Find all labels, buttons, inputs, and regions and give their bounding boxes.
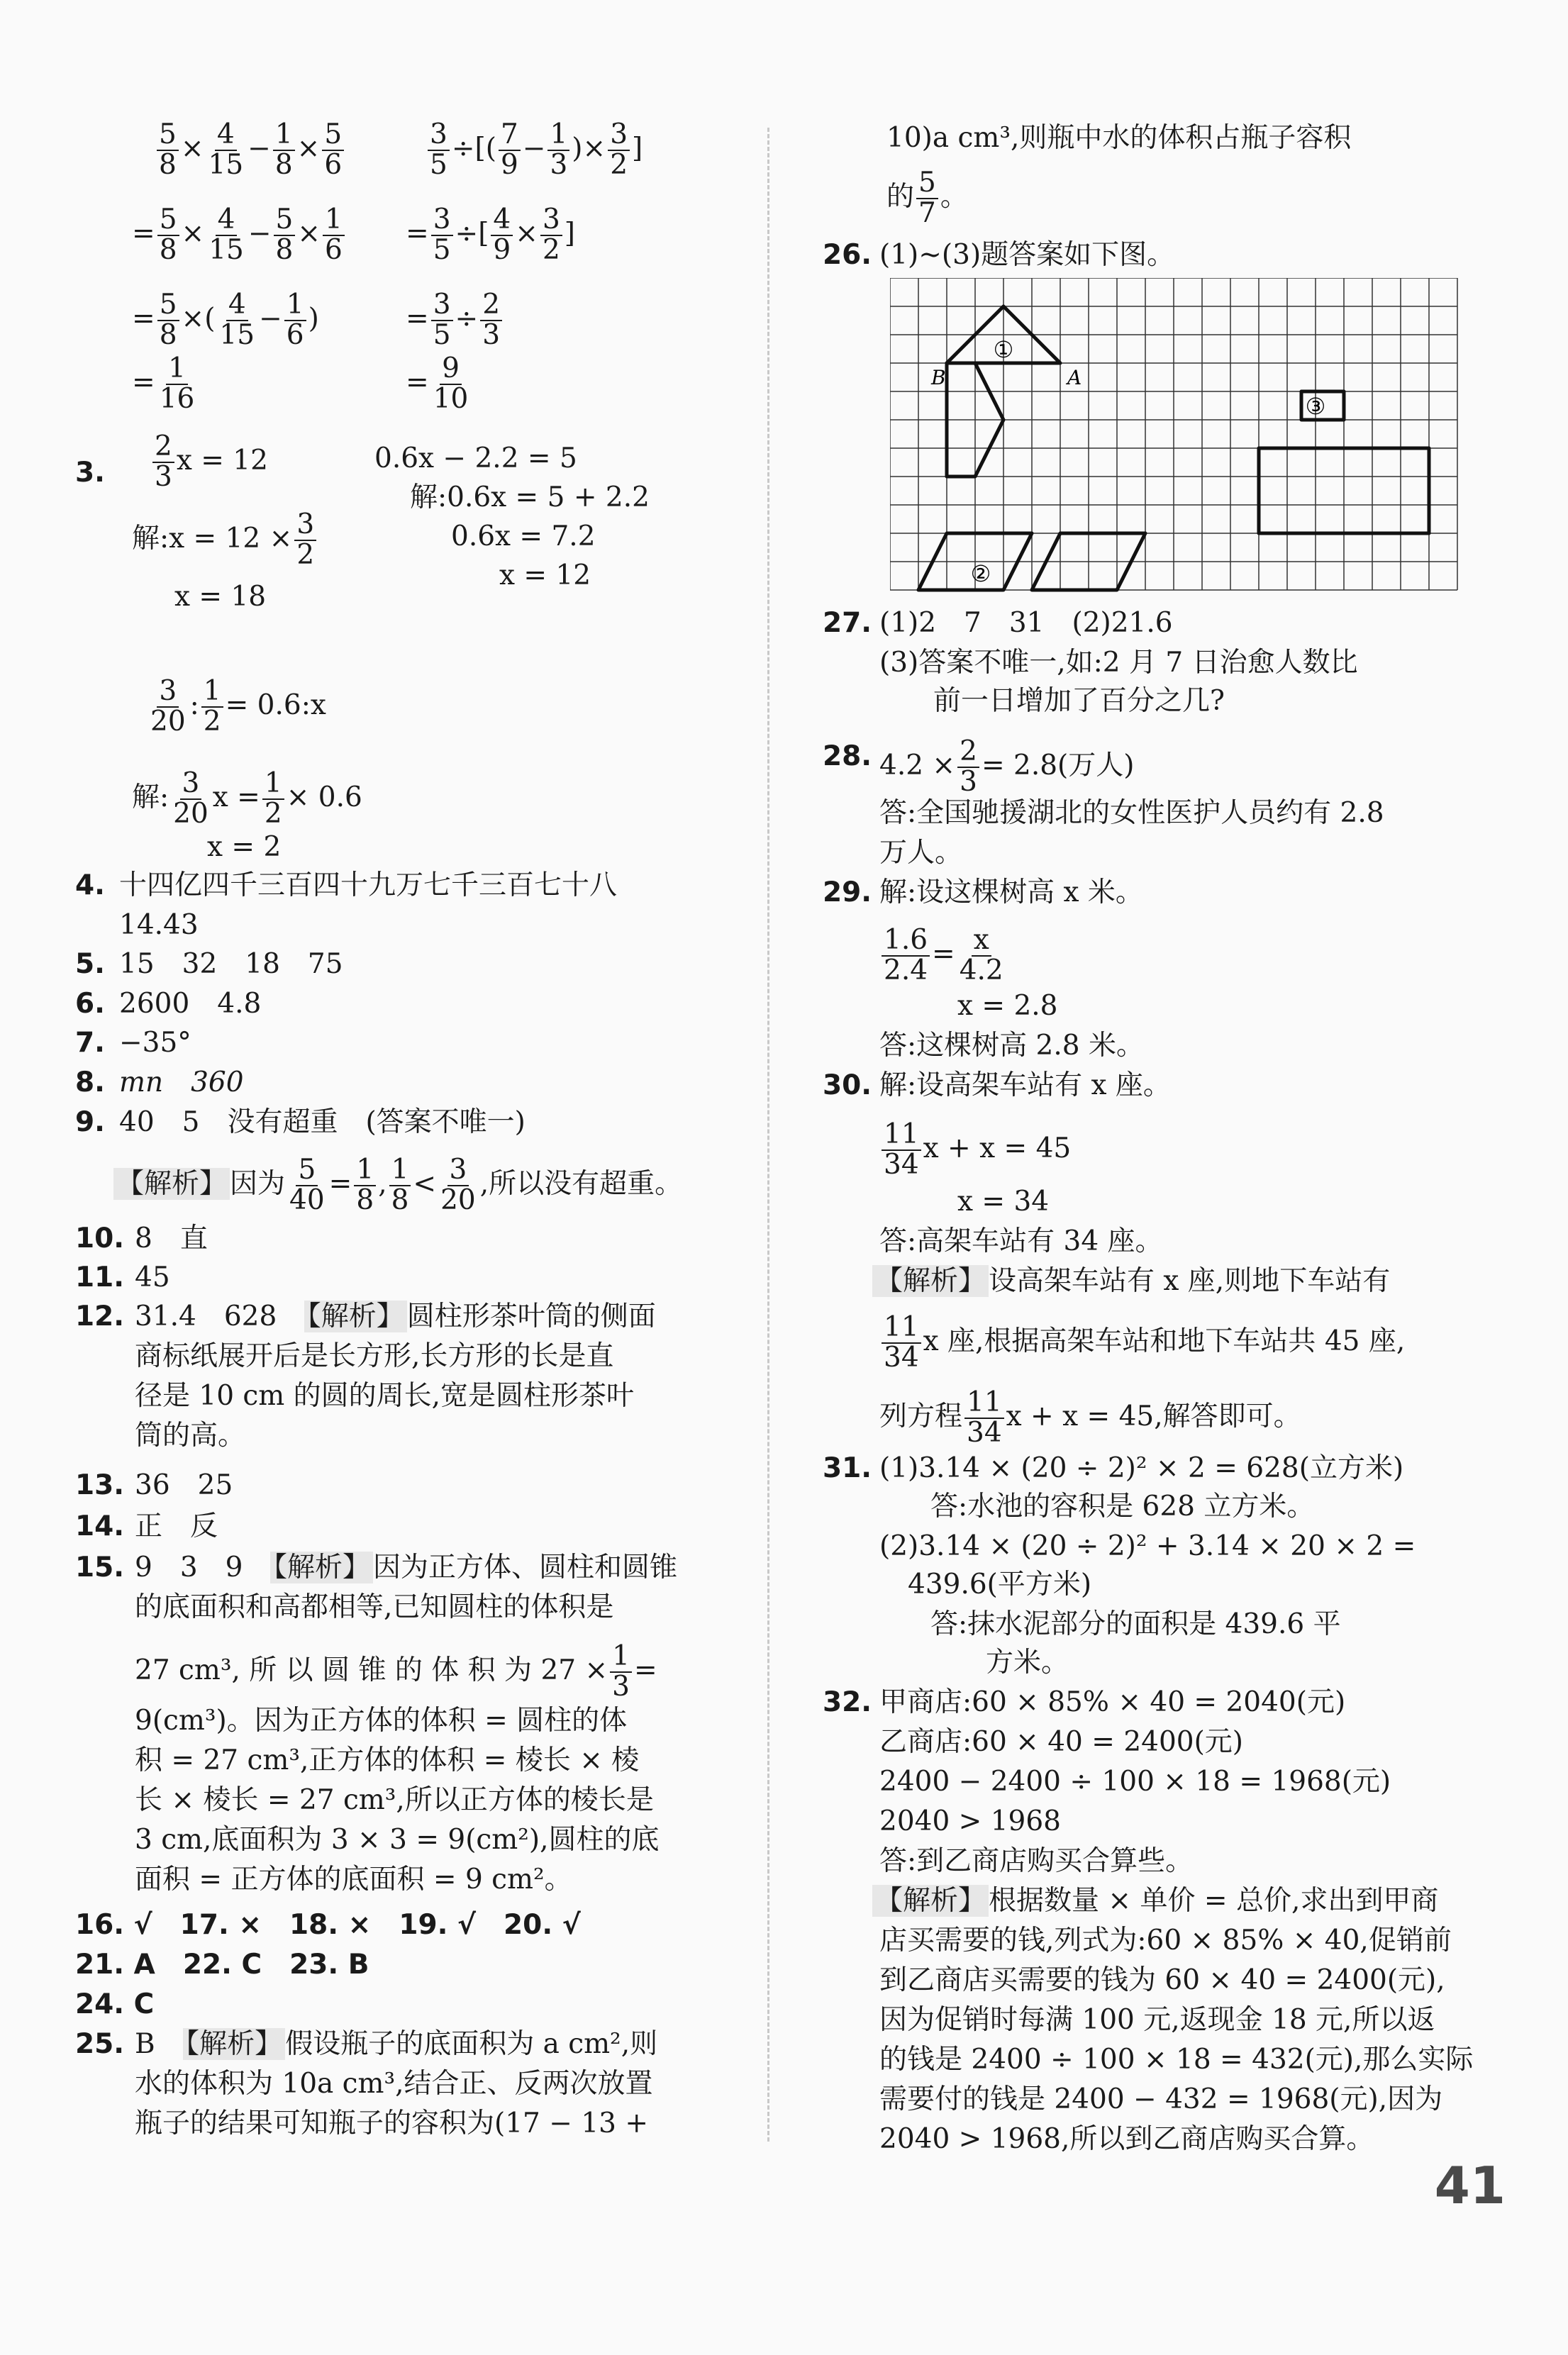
q27-line3: 前一日增加了百分之几? [933,685,1225,717]
analysis-tag: 【解析】 [113,1168,230,1200]
q30-line2: $\frac{11}{34}$ x + x = 45 [879,1120,1071,1180]
q31-number: 31. [823,1452,872,1484]
q32-analysis4: 因为促销时每满 100 元,返现金 18 元,所以返 [879,2004,1435,2036]
q32-analysis2: 店买需要的钱,列式为:60 × 85% × 40,促销前 [879,1925,1452,1956]
q32-line4: 2040 > 1968 [879,1805,1061,1837]
q14-number: 14. [75,1510,125,1542]
q11-number: 11. [75,1262,125,1293]
q27-number: 27. [823,607,872,639]
q3a-line1: $\frac{2}{3}$ x = 12 [150,433,268,492]
q8-number: 8. [75,1067,105,1098]
q4-answer-a: 十四亿四千三百四十九万七千三百七十八 [119,869,618,901]
q32-analysis7: 2040 > 1968,所以到乙商店购买合算。 [879,2123,1374,2155]
q29-answer: 答:这棵树高 2.8 米。 [879,1030,1144,1062]
q3c-line2: 解: $\frac{3}{20}$ x = $\frac{1}{2}$ × 0.6 [132,767,362,830]
q15-line1: 9 3 9 【解析】 因为正方体、圆柱和圆锥 [135,1552,677,1583]
q32-analysis5: 的钱是 2400 ÷ 100 × 18 = 432(元),那么实际 [879,2044,1474,2076]
q25-line1: B 【解析】 假设瓶子的底面积为 a cm²,则 [135,2028,658,2060]
q9-number: 9. [75,1106,105,1138]
q3a-line2: 解:x = 12 × $\frac{3}{2}$ [132,511,318,570]
column-divider [767,128,769,2142]
q13-number: 13. [75,1469,125,1501]
q12-number: 12. [75,1301,125,1332]
q2a-line2: = $\frac{5}{8}$ × $\frac{4}{15}$ − $\frac{5}{8}$ × $\frac{1}{6}$ [132,206,347,265]
q16-20-answers: 16. √ 17. × 18. × 19. √ 20. √ [75,1909,581,1941]
q30-line3: x = 34 [957,1186,1050,1218]
q27-line2: (3)答案不唯一,如:2 月 7 日治愈人数比 [879,647,1358,679]
q2a-line3: = $\frac{5}{8}$ ×( $\frac{4}{15}$ − $\frac{1}{6}$ ) [132,289,319,351]
q9-analysis: 【解析】 因为 $\frac{5}{40}$ = $\frac{1}{8}$ , $\frac{1}{8}$ < $\frac{3}{20}$ ,所以没有超重。 [113,1156,682,1215]
q2b-line1: $\frac{3}{5}$ ÷[( $\frac{7}{9}$ − $\frac{1}{3}$ )× $\frac{3}{2}$ ] [426,121,643,180]
q28-answer2: 万人。 [879,837,963,869]
q15-line5: 积 = 27 cm³,正方体的体积 = 棱长 × 棱 [135,1744,640,1776]
q12-line1: 31.4 628 【解析】 圆柱形茶叶筒的侧面 [135,1301,656,1332]
q5-answer: 15 32 18 75 [119,948,343,980]
label-B: B [931,366,946,389]
grid-lines [890,278,1457,590]
q2a-line4: = $\frac{1}{16}$ [132,352,195,415]
q32-line2: 乙商店:60 × 40 = 2400(元) [879,1726,1244,1758]
q31-line5: 答:抹水泥部分的面积是 439.6 平 [930,1608,1341,1640]
q29-line2: $\frac{1.6}{2.4}$ = $\frac{x}{4.2}$ [879,926,1008,986]
q5-number: 5. [75,948,105,980]
q15-line8: 面积 = 正方体的底面积 = 9 cm²。 [135,1864,572,1895]
q4-answer-b: 14.43 [119,909,199,941]
q30-analysis1: 【解析】 设高架车站有 x 座,则地下车站有 [872,1262,1390,1301]
q10-answer: 8 直 [135,1223,208,1254]
q27-line1: (1)2 7 31 (2)21.6 [879,607,1173,639]
q25-line4: 10)a cm³,则瓶中水的体积占瓶子容积 [886,122,1352,154]
q2b-line3: = $\frac{3}{5}$ ÷ $\frac{2}{3}$ [406,291,504,350]
q8-answer: mn 360 [119,1067,244,1098]
q32-line5: 答:到乙商店购买合算些。 [879,1845,1194,1877]
q15-line6: 长 × 棱长 = 27 cm³,所以正方体的棱长是 [135,1784,654,1816]
q3-number: 3. [75,457,105,489]
q15-line2: 的底面积和高都相等,已知圆柱的体积是 [135,1591,614,1623]
q25-number: 25. [75,2028,125,2060]
q32-analysis1: 【解析】 根据数量 × 单价 = 总价,求出到甲商 [872,1882,1438,1920]
q3b-line4: x = 12 [499,559,591,591]
q30-analysis3: 列方程 $\frac{11}{34}$ x + x = 45,解答即可。 [879,1386,1301,1449]
q3b-line3: 0.6x = 7.2 [451,520,596,552]
q25-line3: 瓶子的结果可知瓶子的容积为(17 − 13 + [135,2108,649,2139]
page-number: 41 [1434,2156,1506,2215]
q32-number: 32. [823,1686,872,1718]
q10-number: 10. [75,1223,125,1254]
q15-number: 15. [75,1552,125,1583]
q30-number: 30. [823,1069,872,1101]
q30-analysis2: $\frac{11}{34}$ x 座,根据高架车站和地下车站共 45 座, [879,1313,1405,1373]
label-circle-2: ② [970,560,991,587]
q2b-line4: = $\frac{9}{10}$ [406,352,469,415]
q26-number: 26. [823,239,872,271]
q6-answer: 2600 4.8 [119,988,262,1020]
q32-line3: 2400 − 2400 ÷ 100 × 18 = 1968(元) [879,1766,1391,1798]
q3c-line1: $\frac{3}{20}$ : $\frac{1}{2}$ = 0.6:x [150,675,326,737]
q2b-line2: = $\frac{3}{5}$ ÷[ $\frac{4}{9}$ × $\frac{3}{2}$ ] [406,204,575,266]
q30-line1: 解:设高架车站有 x 座。 [879,1069,1171,1101]
q28-number: 28. [823,740,872,772]
q30-answer: 答:高架车站有 34 座。 [879,1225,1163,1257]
q32-analysis6: 需要付的钱是 2400 − 432 = 1968(元),因为 [879,2083,1443,2115]
q12-line4: 筒的高。 [135,1420,246,1452]
q28-answer1: 答:全国驰援湖北的女性医护人员约有 2.8 [879,797,1384,829]
q15-line7: 3 cm,底面积为 3 × 3 = 9(cm²),圆柱的底 [135,1824,660,1856]
q29-line1: 解:设这棵树高 x 米。 [879,876,1143,908]
q32-analysis3: 到乙商店买需要的钱为 60 × 40 = 2400(元), [879,1964,1445,1996]
q31-line6: 方米。 [986,1647,1069,1678]
label-circle-1: ① [993,336,1014,363]
label-circle-3: ③ [1305,393,1326,420]
q13-answer: 36 25 [135,1469,233,1501]
q29-line3: x = 2.8 [957,990,1058,1022]
q3b-line2: 解:0.6x = 5 + 2.2 [410,481,650,513]
q14-answer: 正 反 [135,1510,218,1542]
q31-line4: 439.6(平方米) [908,1569,1092,1600]
q15-line4: 9(cm³)。因为正方体的体积 = 圆柱的体 [135,1705,628,1737]
q9-answer: 40 5 没有超重 (答案不唯一) [119,1106,526,1138]
q6-number: 6. [75,988,105,1020]
q7-number: 7. [75,1027,105,1059]
q25-line5: 的 $\frac{5}{7}$ 。 [886,167,968,229]
q32-line1: 甲商店:60 × 85% × 40 = 2040(元) [879,1686,1346,1718]
q31-line1: (1)3.14 × (20 ÷ 2)² × 2 = 628(立方米) [879,1452,1404,1484]
q3c-line3: x = 2 [207,831,282,863]
q31-line2: 答:水池的容积是 628 立方米。 [930,1491,1315,1522]
q24-answer: 24. C [75,1988,155,2020]
q11-answer: 45 [135,1262,170,1293]
q7-answer: −35° [119,1027,191,1059]
q28-line1: 4.2 × $\frac{2}{3}$ = 2.8(万人) [879,735,1135,798]
label-A: A [1067,366,1082,389]
q12-line3: 径是 10 cm 的圆的周长,宽是圆柱形茶叶 [135,1380,635,1412]
q3a-line3: x = 18 [174,581,267,613]
q2a-line1: $\frac{5}{8}$ × $\frac{4}{15}$ − $\frac{1}{8}$ × $\frac{5}{6}$ [155,121,346,180]
q4-number: 4. [75,869,105,901]
q15-line3: 27 cm³, 所 以 圆 锥 的 体 积 为 27 × $\frac{1}{3}$ = [135,1640,657,1703]
q31-line3: (2)3.14 × (20 ÷ 2)² + 3.14 × 20 × 2 = [879,1530,1416,1562]
q26-text: (1)~(3)题答案如下图。 [879,239,1175,271]
q12-line2: 商标纸展开后是长方形,长方形的长是直 [135,1340,614,1372]
grid-figure [890,278,1472,594]
q25-line2: 水的体积为 10a cm³,结合正、反两次放置 [135,2068,653,2100]
q21-23-answers: 21. A 22. C 23. B [75,1949,369,1981]
q29-number: 29. [823,876,872,908]
q3b-line1: 0.6x − 2.2 = 5 [374,442,577,474]
